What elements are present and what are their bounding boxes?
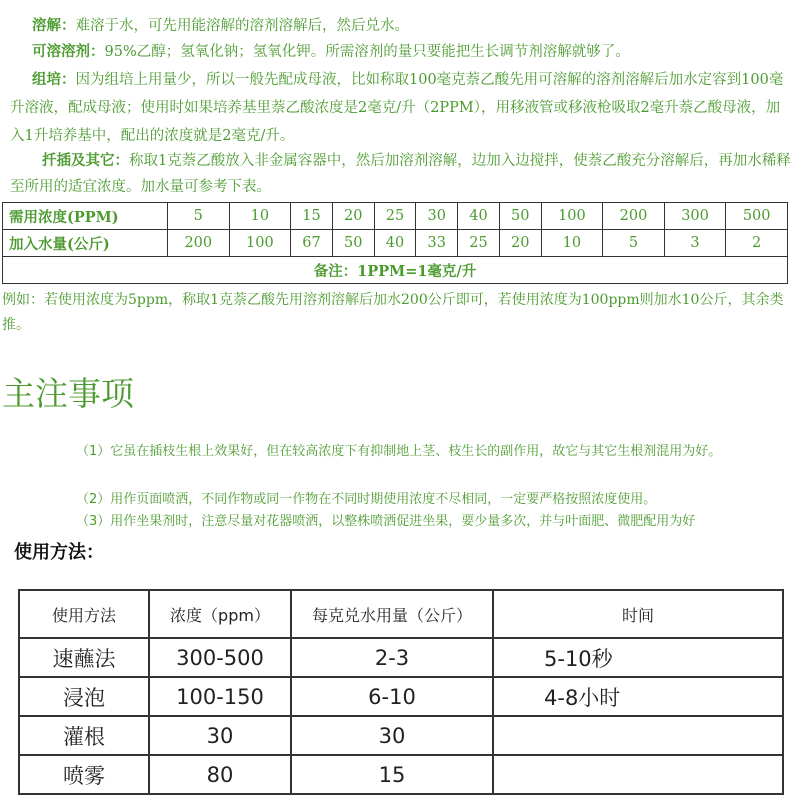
dilution-cell: 5 <box>603 230 665 257</box>
dilution-cell: 20 <box>332 203 374 230</box>
paragraph-cutting-label: 扦插及其它： <box>42 152 129 169</box>
paragraph-solvent-label: 可溶溶剂： <box>32 43 105 60</box>
usage-header-time: 时间 <box>493 590 783 638</box>
table-row <box>19 716 783 755</box>
usage-cell-water: 15 <box>291 755 493 794</box>
table-row <box>19 755 783 794</box>
usage-cell-water: 30 <box>291 716 493 755</box>
usage-header-method: 使用方法 <box>19 590 149 638</box>
usage-cell-method: 灌根 <box>19 716 149 755</box>
usage-cell-time: 5-10秒 <box>493 638 783 677</box>
dilution-cell: 500 <box>726 203 788 230</box>
dilution-cell: 200 <box>168 230 230 257</box>
dilution-cell: 3 <box>664 230 726 257</box>
usage-cell-time <box>493 716 783 755</box>
dilution-cell: 30 <box>416 203 458 230</box>
dilution-cell: 33 <box>416 230 458 257</box>
dilution-cell: 10 <box>229 203 291 230</box>
paragraph-cutting-text: 称取1克萘乙酸放入非金属容器中，然后加溶剂溶解，边加入边搅拌，使萘乙酸充分溶解后，再加水稀释至所用的适宜浓度。加水量可参考下表。 <box>10 153 791 195</box>
note-2: （2）用作页面喷洒，不同作物或同一作物在不同时期使用浓度不尽相同，一定要严格按照浓度使用。 <box>76 492 657 507</box>
dilution-cell: 67 <box>291 230 333 257</box>
note-1: （1）它虽在插枝生根上效果好，但在较高浓度下有抑制地上茎、枝生长的副作用，故它与其它生根剂混用为好。 <box>76 444 722 459</box>
usage-cell-concentration: 30 <box>149 716 291 755</box>
dilution-cell: 20 <box>499 230 541 257</box>
dilution-row-note <box>3 257 788 284</box>
dilution-cell: 50 <box>499 203 541 230</box>
paragraph-cutting <box>10 148 792 200</box>
paragraph-tissue <box>10 66 792 150</box>
paragraph-solvent-text: 95%乙醇；氢氧化钠；氢氧化钾。所需溶剂的量只要能把生长调节剂溶解就够了。 <box>104 44 630 60</box>
dilution-cell: 40 <box>458 203 500 230</box>
usage-header-concentration: 浓度（ppm） <box>149 590 291 638</box>
usage-cell-concentration: 300-500 <box>149 638 291 677</box>
note-3: （3）用作坐果剂时，注意尽量对花器喷洒，以整株喷洒促进坐果，要少量多次，并与叶面肥、微肥配用为好 <box>76 514 696 529</box>
dilution-row-concentration <box>3 203 788 230</box>
usage-cell-time <box>493 755 783 794</box>
dilution-cell: 25 <box>374 203 416 230</box>
usage-cell-method: 喷雾 <box>19 755 149 794</box>
usage-cell-concentration: 80 <box>149 755 291 794</box>
dilution-cell: 10 <box>541 230 603 257</box>
dilution-table <box>2 202 788 284</box>
paragraph-dissolve <box>32 14 792 38</box>
usage-table <box>18 589 784 795</box>
dilution-cell: 300 <box>664 203 726 230</box>
dilution-cell: 2 <box>726 230 788 257</box>
dilution-cell: 5 <box>168 203 230 230</box>
usage-cell-water: 2-3 <box>291 638 493 677</box>
dilution-cell: 200 <box>603 203 665 230</box>
dilution-row-water <box>3 230 788 257</box>
usage-cell-method: 速蘸法 <box>19 638 149 677</box>
example-text: 例如：若使用浓度为5ppm，称取1克萘乙酸先用溶剂溶解后加水200公斤即可，若使用浓度为100ppm则加水10公斤，其余类推。 <box>2 292 784 333</box>
usage-cell-method: 浸泡 <box>19 677 149 716</box>
dilution-header-water: 加入水量(公斤) <box>3 230 168 257</box>
paragraph-dissolve-label: 溶解： <box>32 17 76 34</box>
usage-header-row <box>19 590 783 638</box>
table-row <box>19 638 783 677</box>
paragraph-tissue-label: 组培： <box>32 71 76 88</box>
dilution-cell: 50 <box>332 230 374 257</box>
usage-cell-time: 4-8小时 <box>493 677 783 716</box>
usage-cell-water: 6-10 <box>291 677 493 716</box>
dilution-cell: 15 <box>291 203 333 230</box>
dilution-note: 备注：1PPM=1毫克/升 <box>3 257 788 284</box>
dilution-cell: 40 <box>374 230 416 257</box>
table-row <box>19 677 783 716</box>
paragraph-tissue-text: 因为组培上用量少，所以一般先配成母液，比如称取100毫克萘乙酸先用可溶解的溶剂溶解后加水定容到100毫升溶液，配成母液；使用时如果培养基里萘乙酸浓度是2毫克/升（2PPM），用移液管或移液枪吸取2毫升萘乙酸母液，加入1升培养基中，配出的浓度就是2毫克/升。 <box>10 72 784 144</box>
paragraph-dissolve-text: 难溶于水，可先用能溶解的溶剂溶解后，然后兑水。 <box>75 18 409 34</box>
dilution-cell: 100 <box>541 203 603 230</box>
dilution-cell: 25 <box>458 230 500 257</box>
dilution-cell: 100 <box>229 230 291 257</box>
usage-title: 使用方法： <box>14 542 104 563</box>
usage-header-water: 每克兑水用量（公斤） <box>291 590 493 638</box>
usage-cell-concentration: 100-150 <box>149 677 291 716</box>
paragraph-solvent <box>32 40 792 64</box>
dilution-header-concentration: 需用浓度(PPM) <box>3 203 168 230</box>
precautions-heading: 主注事项 <box>2 374 134 413</box>
